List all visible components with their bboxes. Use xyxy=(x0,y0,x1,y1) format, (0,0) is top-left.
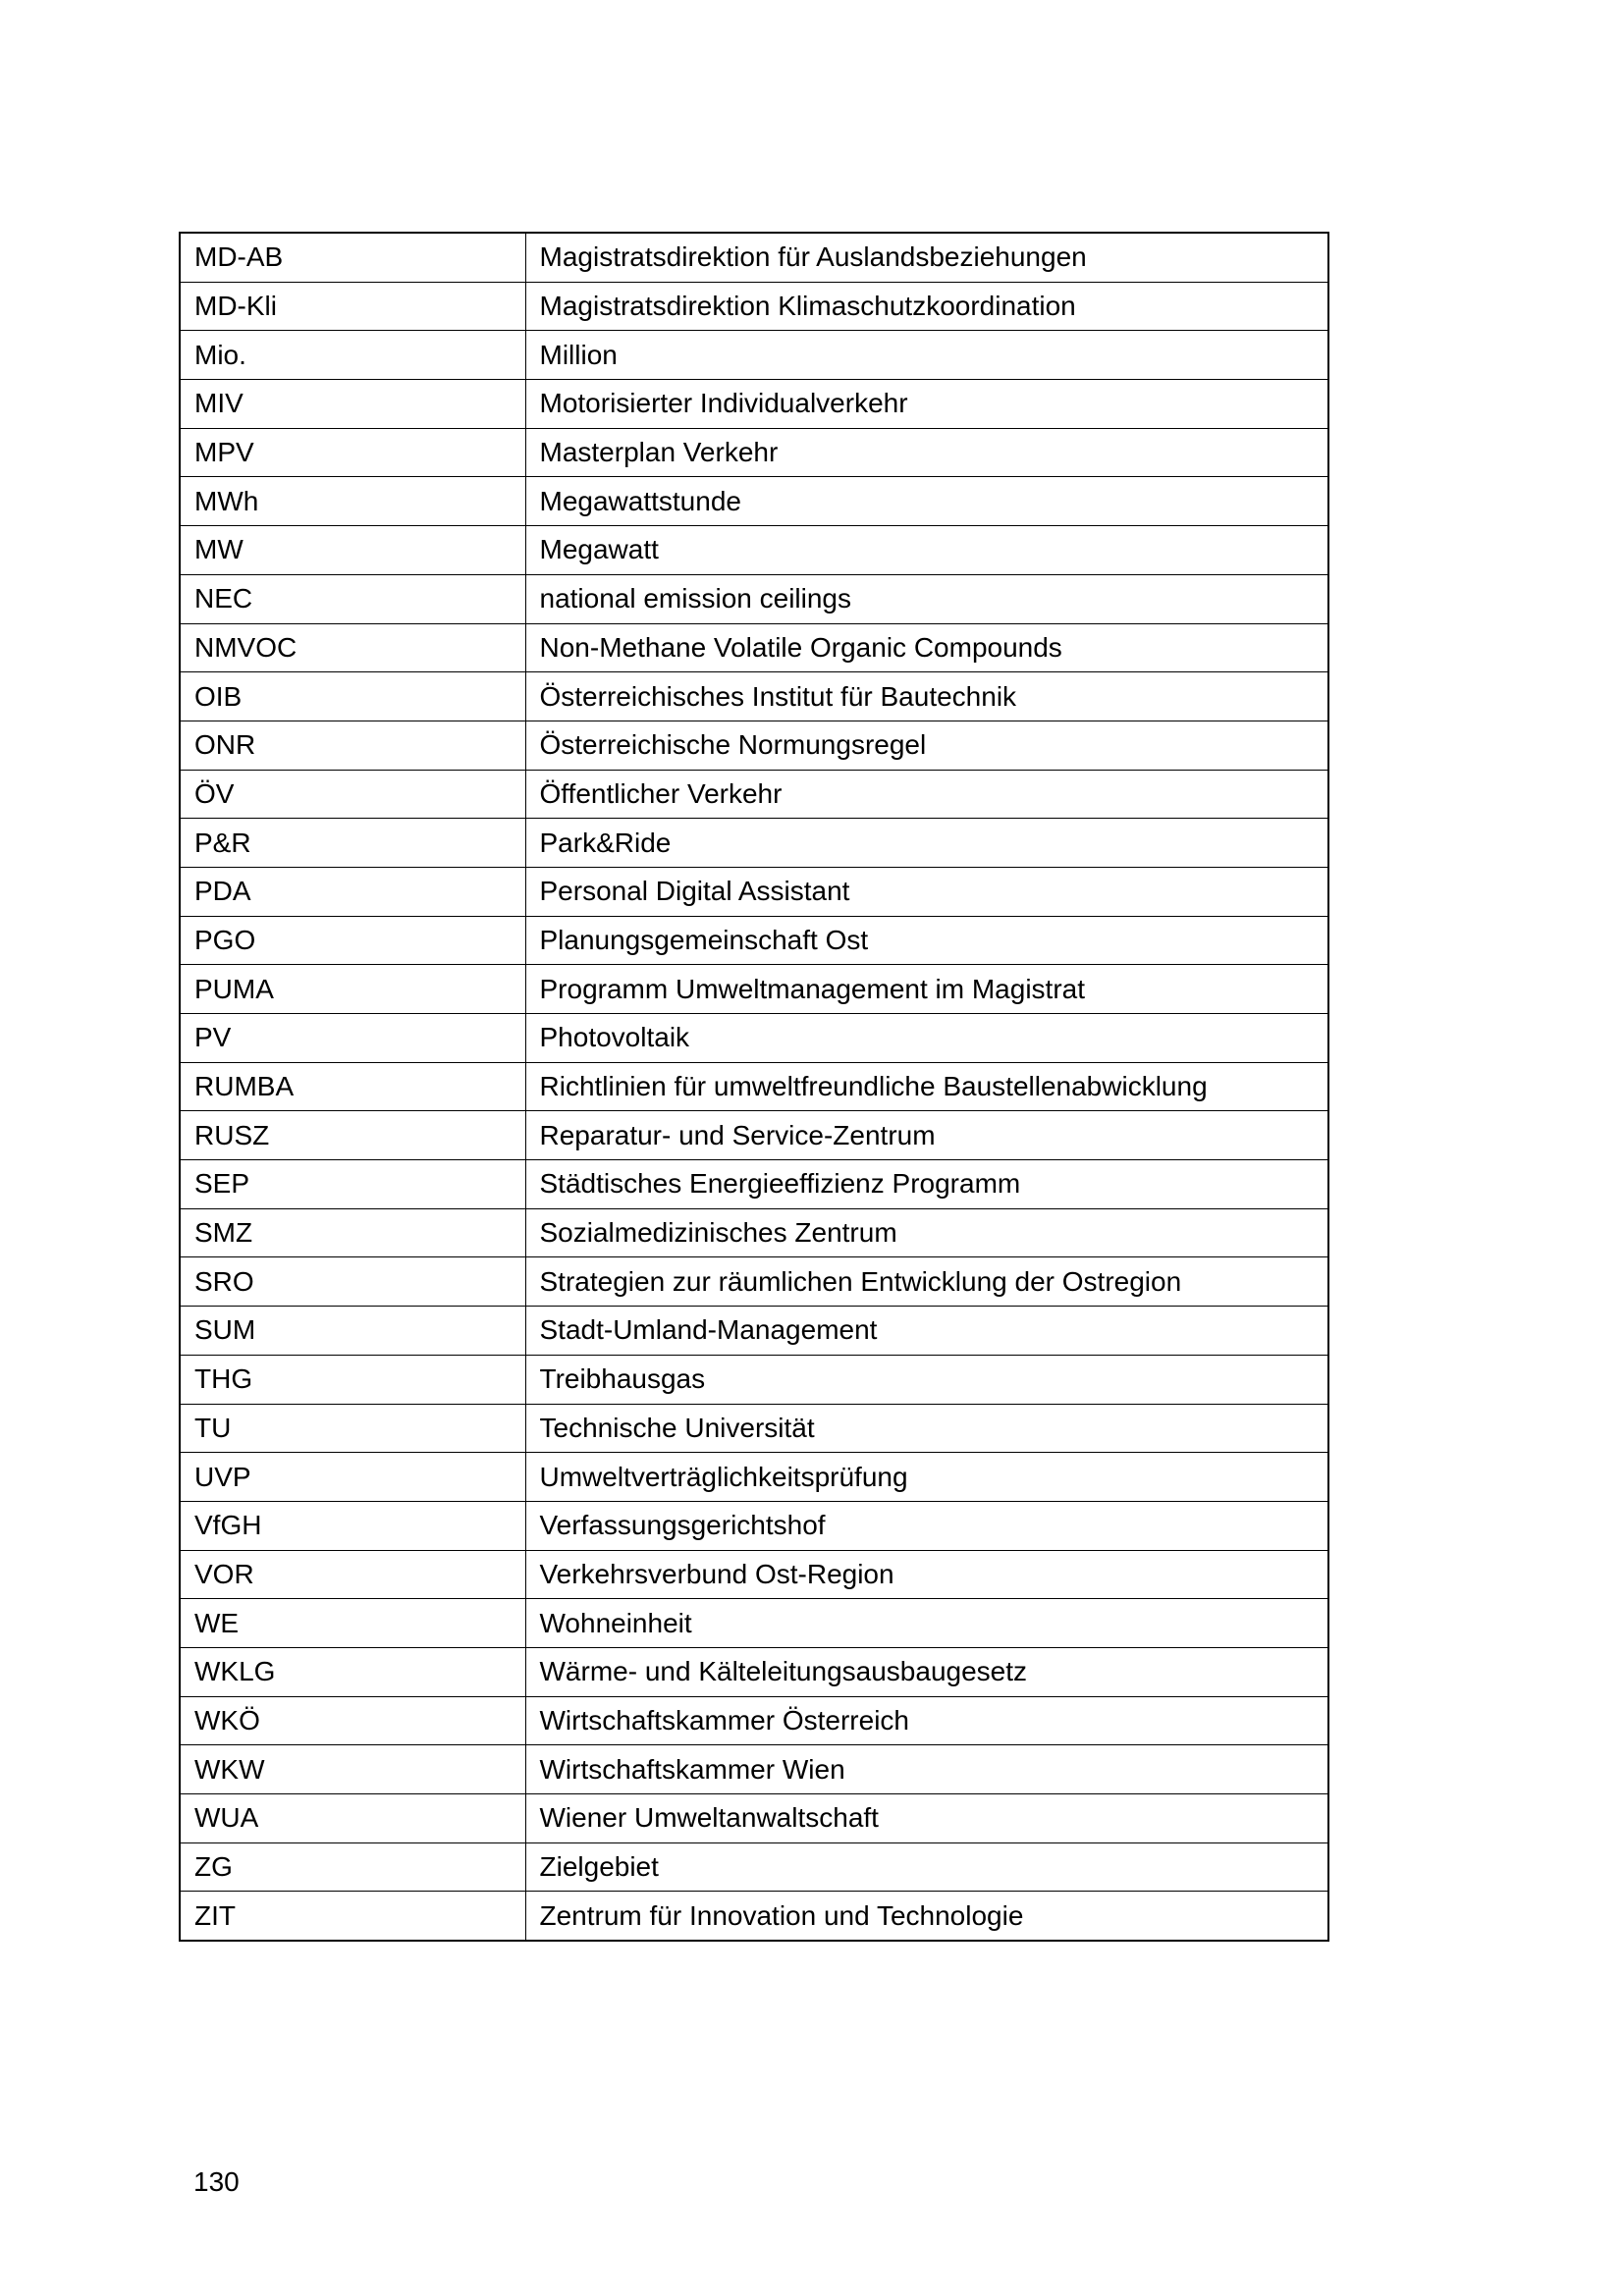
description-cell: Motorisierter Individualverkehr xyxy=(525,380,1328,429)
description-cell: Strategien zur räumlichen Entwicklung der Ostregion xyxy=(525,1257,1328,1307)
description-cell: Megawattstunde xyxy=(525,477,1328,526)
abbreviation-cell: Mio. xyxy=(180,331,525,380)
description-cell: Personal Digital Assistant xyxy=(525,867,1328,916)
description-cell: Österreichisches Institut für Bautechnik xyxy=(525,672,1328,721)
table-row xyxy=(180,770,1328,819)
description-cell: Verfassungsgerichtshof xyxy=(525,1501,1328,1550)
description-cell: Öffentlicher Verkehr xyxy=(525,770,1328,819)
abbreviation-cell: SEP xyxy=(180,1160,525,1209)
table-row xyxy=(180,477,1328,526)
table-row xyxy=(180,233,1328,282)
description-cell: Park&Ride xyxy=(525,819,1328,868)
description-cell: Planungsgemeinschaft Ost xyxy=(525,916,1328,965)
abbreviation-cell: SUM xyxy=(180,1307,525,1356)
abbreviation-cell: WKÖ xyxy=(180,1696,525,1745)
abbreviation-cell: OIB xyxy=(180,672,525,721)
description-cell: Österreichische Normungsregel xyxy=(525,721,1328,770)
abbreviation-cell: WE xyxy=(180,1599,525,1648)
table-row xyxy=(180,526,1328,575)
table-row xyxy=(180,331,1328,380)
table-row xyxy=(180,282,1328,331)
abbreviation-cell: MPV xyxy=(180,428,525,477)
description-cell: Verkehrsverbund Ost-Region xyxy=(525,1550,1328,1599)
table-row xyxy=(180,867,1328,916)
description-cell: Wirtschaftskammer Österreich xyxy=(525,1696,1328,1745)
abbreviation-cell: NMVOC xyxy=(180,623,525,672)
table-row xyxy=(180,623,1328,672)
abbreviation-cell: WKW xyxy=(180,1745,525,1794)
abbreviation-cell: P&R xyxy=(180,819,525,868)
description-cell: Richtlinien für umweltfreundliche Baustellenabwicklung xyxy=(525,1062,1328,1111)
table-row xyxy=(180,1160,1328,1209)
abbreviation-cell: ONR xyxy=(180,721,525,770)
abbreviation-cell: VfGH xyxy=(180,1501,525,1550)
page-number: 130 xyxy=(193,2166,240,2197)
abbreviation-cell: PDA xyxy=(180,867,525,916)
abbreviation-cell: MW xyxy=(180,526,525,575)
abbreviation-cell: PV xyxy=(180,1014,525,1063)
abbreviation-cell: UVP xyxy=(180,1453,525,1502)
description-cell: Non-Methane Volatile Organic Compounds xyxy=(525,623,1328,672)
description-cell: Stadt-Umland-Management xyxy=(525,1307,1328,1356)
table-row xyxy=(180,1404,1328,1453)
table-row xyxy=(180,1647,1328,1696)
abbreviation-cell: SRO xyxy=(180,1257,525,1307)
table-row xyxy=(180,1111,1328,1160)
description-cell: Programm Umweltmanagement im Magistrat xyxy=(525,965,1328,1014)
abbreviation-cell: ZG xyxy=(180,1842,525,1892)
table-row xyxy=(180,1501,1328,1550)
description-cell: Masterplan Verkehr xyxy=(525,428,1328,477)
table-row xyxy=(180,380,1328,429)
abbreviation-cell: PUMA xyxy=(180,965,525,1014)
description-cell: Wohneinheit xyxy=(525,1599,1328,1648)
table-row xyxy=(180,672,1328,721)
abbreviation-table xyxy=(179,232,1329,1942)
description-cell: Umweltverträglichkeitsprüfung xyxy=(525,1453,1328,1502)
table-row xyxy=(180,574,1328,623)
table-row xyxy=(180,1696,1328,1745)
table-row xyxy=(180,428,1328,477)
abbreviation-cell: WKLG xyxy=(180,1647,525,1696)
description-cell: Million xyxy=(525,331,1328,380)
description-cell: Magistratsdirektion für Auslandsbeziehungen xyxy=(525,233,1328,282)
table-row xyxy=(180,1062,1328,1111)
table-row xyxy=(180,1550,1328,1599)
table-row xyxy=(180,1014,1328,1063)
table-row xyxy=(180,1453,1328,1502)
table-row xyxy=(180,1892,1328,1941)
abbreviation-cell: NEC xyxy=(180,574,525,623)
table-row xyxy=(180,721,1328,770)
abbreviation-table-body xyxy=(180,233,1328,1941)
abbreviation-cell: ZIT xyxy=(180,1892,525,1941)
table-row xyxy=(180,916,1328,965)
table-row xyxy=(180,1794,1328,1843)
abbreviation-cell: PGO xyxy=(180,916,525,965)
abbreviation-cell: MD-AB xyxy=(180,233,525,282)
table-row xyxy=(180,1307,1328,1356)
abbreviation-cell: WUA xyxy=(180,1794,525,1843)
abbreviation-cell: MWh xyxy=(180,477,525,526)
abbreviation-cell: VOR xyxy=(180,1550,525,1599)
abbreviation-cell: MD-Kli xyxy=(180,282,525,331)
table-row xyxy=(180,1842,1328,1892)
table-row xyxy=(180,1257,1328,1307)
description-cell: national emission ceilings xyxy=(525,574,1328,623)
abbreviation-cell: RUSZ xyxy=(180,1111,525,1160)
table-row xyxy=(180,1355,1328,1404)
abbreviation-cell: ÖV xyxy=(180,770,525,819)
description-cell: Photovoltaik xyxy=(525,1014,1328,1063)
abbreviation-cell: SMZ xyxy=(180,1208,525,1257)
description-cell: Zielgebiet xyxy=(525,1842,1328,1892)
table-row xyxy=(180,1745,1328,1794)
description-cell: Reparatur- und Service-Zentrum xyxy=(525,1111,1328,1160)
description-cell: Zentrum für Innovation und Technologie xyxy=(525,1892,1328,1941)
description-cell: Sozialmedizinisches Zentrum xyxy=(525,1208,1328,1257)
table-row xyxy=(180,819,1328,868)
description-cell: Magistratsdirektion Klimaschutzkoordination xyxy=(525,282,1328,331)
description-cell: Wirtschaftskammer Wien xyxy=(525,1745,1328,1794)
table-row xyxy=(180,1208,1328,1257)
description-cell: Megawatt xyxy=(525,526,1328,575)
description-cell: Treibhausgas xyxy=(525,1355,1328,1404)
abbreviation-cell: RUMBA xyxy=(180,1062,525,1111)
description-cell: Wärme- und Kälteleitungsausbaugesetz xyxy=(525,1647,1328,1696)
description-cell: Wiener Umweltanwaltschaft xyxy=(525,1794,1328,1843)
abbreviation-cell: THG xyxy=(180,1355,525,1404)
abbreviation-cell: TU xyxy=(180,1404,525,1453)
description-cell: Technische Universität xyxy=(525,1404,1328,1453)
abbreviation-cell: MIV xyxy=(180,380,525,429)
description-cell: Städtisches Energieeffizienz Programm xyxy=(525,1160,1328,1209)
table-row xyxy=(180,965,1328,1014)
table-row xyxy=(180,1599,1328,1648)
